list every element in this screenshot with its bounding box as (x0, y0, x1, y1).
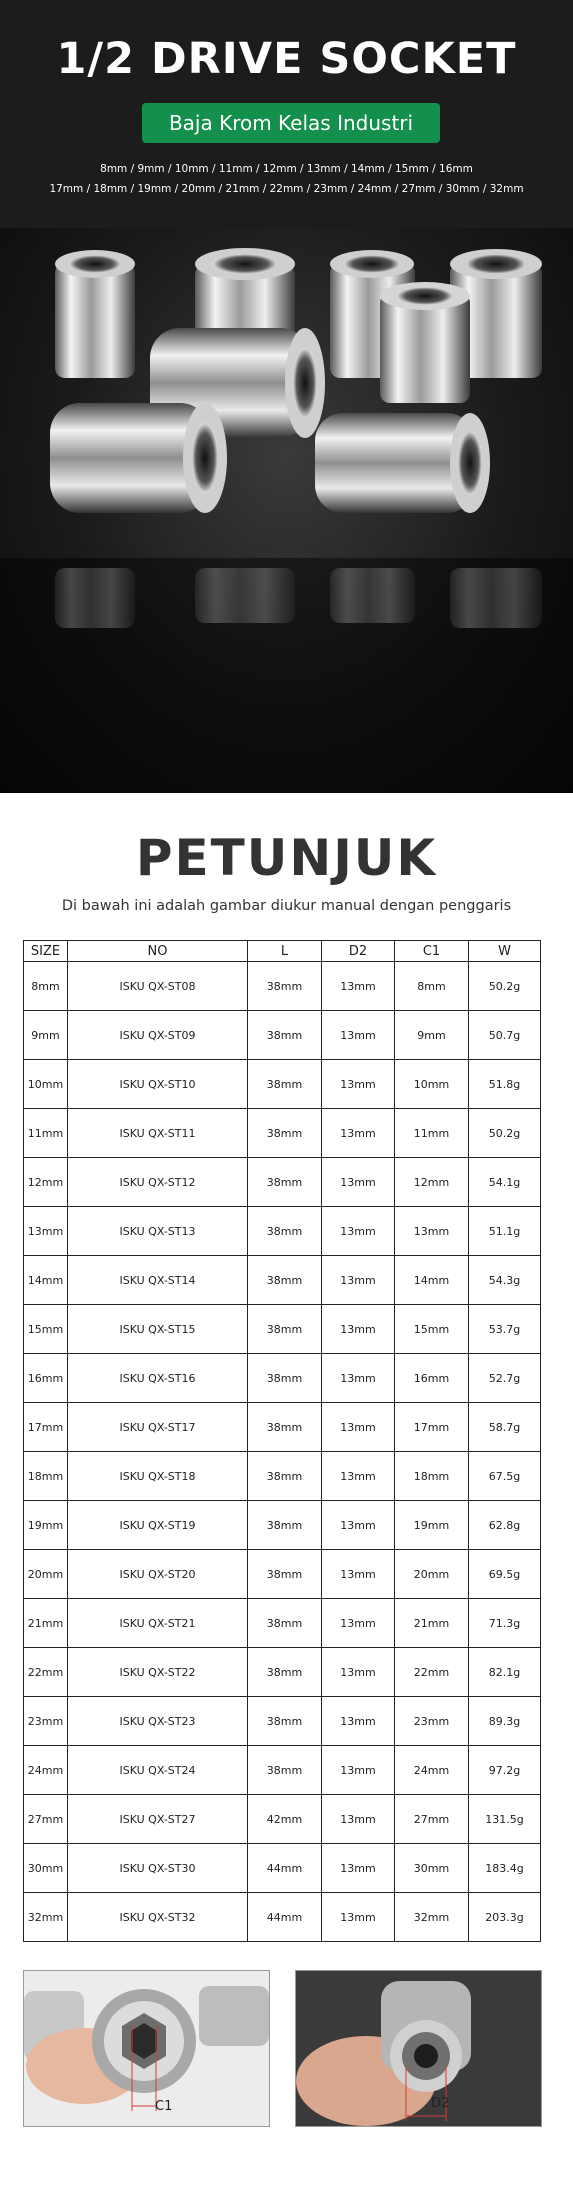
table-row (24, 1109, 541, 1158)
cell-w: 58.7g (469, 1403, 541, 1452)
cell-no: ISKU QX-ST11 (68, 1109, 248, 1158)
column-header-c1: C1 (395, 941, 469, 962)
cell-c1: 8mm (395, 962, 469, 1011)
cell-l: 38mm (248, 1354, 322, 1403)
cell-size: 22mm (24, 1648, 68, 1697)
cell-d2: 13mm (322, 1403, 395, 1452)
cell-c1: 10mm (395, 1060, 469, 1109)
cell-size: 12mm (24, 1158, 68, 1207)
cell-w: 51.8g (469, 1060, 541, 1109)
cell-l: 38mm (248, 1158, 322, 1207)
cell-size: 17mm (24, 1403, 68, 1452)
cell-l: 38mm (248, 1011, 322, 1060)
cell-c1: 23mm (395, 1697, 469, 1746)
cell-c1: 18mm (395, 1452, 469, 1501)
cell-d2: 13mm (322, 1550, 395, 1599)
cell-d2: 13mm (322, 1697, 395, 1746)
cell-d2: 13mm (322, 1158, 395, 1207)
cell-w: 54.1g (469, 1158, 541, 1207)
cell-d2: 13mm (322, 1599, 395, 1648)
cell-d2: 13mm (322, 1207, 395, 1256)
cell-size: 20mm (24, 1550, 68, 1599)
d2-illustration (296, 1971, 541, 2126)
cell-w: 50.2g (469, 1109, 541, 1158)
cell-size: 24mm (24, 1746, 68, 1795)
cell-d2: 13mm (322, 1501, 395, 1550)
cell-w: 54.3g (469, 1256, 541, 1305)
cell-l: 38mm (248, 1256, 322, 1305)
cell-c1: 19mm (395, 1501, 469, 1550)
cell-w: 52.7g (469, 1354, 541, 1403)
cell-no: ISKU QX-ST13 (68, 1207, 248, 1256)
cell-w: 53.7g (469, 1305, 541, 1354)
cell-d2: 13mm (322, 1060, 395, 1109)
table-row (24, 1599, 541, 1648)
cell-size: 18mm (24, 1452, 68, 1501)
cell-l: 44mm (248, 1893, 322, 1942)
d2-measure-photo (295, 1970, 542, 2127)
cell-l: 38mm (248, 1403, 322, 1452)
cell-no: ISKU QX-ST18 (68, 1452, 248, 1501)
cell-w: 67.5g (469, 1452, 541, 1501)
table-row (24, 1501, 541, 1550)
table-row (24, 1011, 541, 1060)
cell-no: ISKU QX-ST24 (68, 1746, 248, 1795)
cell-size: 16mm (24, 1354, 68, 1403)
table-row (24, 962, 541, 1011)
guide-title: PETUNJUK (135, 829, 438, 887)
table-row (24, 1158, 541, 1207)
cell-d2: 13mm (322, 962, 395, 1011)
cell-c1: 15mm (395, 1305, 469, 1354)
cell-no: ISKU QX-ST12 (68, 1158, 248, 1207)
cell-l: 38mm (248, 1648, 322, 1697)
cell-l: 38mm (248, 1746, 322, 1795)
cell-no: ISKU QX-ST10 (68, 1060, 248, 1109)
guide-subtitle: Di bawah ini adalah gambar diukur manual dengan penggaris (61, 898, 512, 914)
cell-d2: 13mm (322, 1746, 395, 1795)
cell-l: 38mm (248, 1060, 322, 1109)
cell-l: 38mm (248, 1207, 322, 1256)
cell-w: 62.8g (469, 1501, 541, 1550)
table-row (24, 1305, 541, 1354)
cell-no: ISKU QX-ST22 (68, 1648, 248, 1697)
cell-no: ISKU QX-ST17 (68, 1403, 248, 1452)
product-photo (0, 228, 573, 793)
table-row (24, 1893, 541, 1942)
cell-l: 38mm (248, 1305, 322, 1354)
cell-l: 38mm (248, 1697, 322, 1746)
cell-size: 32mm (24, 1893, 68, 1942)
table-row (24, 1207, 541, 1256)
table-row (24, 1256, 541, 1305)
cell-c1: 13mm (395, 1207, 469, 1256)
cell-w: 51.1g (469, 1207, 541, 1256)
cell-c1: 9mm (395, 1011, 469, 1060)
cell-c1: 14mm (395, 1256, 469, 1305)
cell-w: 82.1g (469, 1648, 541, 1697)
cell-no: ISKU QX-ST08 (68, 962, 248, 1011)
cell-no: ISKU QX-ST27 (68, 1795, 248, 1844)
cell-w: 183.4g (469, 1844, 541, 1893)
cell-c1: 27mm (395, 1795, 469, 1844)
cell-c1: 11mm (395, 1109, 469, 1158)
cell-d2: 13mm (322, 1354, 395, 1403)
c1-measure-photo (23, 1970, 270, 2127)
cell-size: 10mm (24, 1060, 68, 1109)
cell-no: ISKU QX-ST30 (68, 1844, 248, 1893)
cell-c1: 30mm (395, 1844, 469, 1893)
cell-w: 89.3g (469, 1697, 541, 1746)
cell-c1: 16mm (395, 1354, 469, 1403)
cell-c1: 17mm (395, 1403, 469, 1452)
column-header-size: SIZE (24, 941, 68, 962)
socket-5 (380, 282, 470, 403)
column-header-no: NO (68, 941, 248, 962)
c1-label: C1 (155, 2099, 173, 2114)
cell-no: ISKU QX-ST15 (68, 1305, 248, 1354)
cell-d2: 13mm (322, 1109, 395, 1158)
cell-d2: 13mm (322, 1795, 395, 1844)
cell-d2: 13mm (322, 1256, 395, 1305)
cell-w: 50.7g (469, 1011, 541, 1060)
cell-no: ISKU QX-ST20 (68, 1550, 248, 1599)
cell-l: 38mm (248, 1452, 322, 1501)
table-header-row (24, 941, 541, 962)
sockets-illustration (0, 228, 573, 793)
c1-illustration (24, 1971, 269, 2126)
socket-8 (315, 413, 490, 513)
table-row (24, 1550, 541, 1599)
cell-l: 38mm (248, 1109, 322, 1158)
table-row (24, 1354, 541, 1403)
table-row (24, 1452, 541, 1501)
cell-c1: 21mm (395, 1599, 469, 1648)
cell-l: 42mm (248, 1795, 322, 1844)
cell-d2: 13mm (322, 1452, 395, 1501)
cell-size: 13mm (24, 1207, 68, 1256)
cell-l: 38mm (248, 1501, 322, 1550)
cell-no: ISKU QX-ST21 (68, 1599, 248, 1648)
cell-size: 8mm (24, 962, 68, 1011)
cell-size: 11mm (24, 1109, 68, 1158)
cell-no: ISKU QX-ST19 (68, 1501, 248, 1550)
cell-c1: 32mm (395, 1893, 469, 1942)
product-title: 1/2 DRIVE SOCKET (56, 34, 517, 84)
cell-size: 14mm (24, 1256, 68, 1305)
cell-no: ISKU QX-ST16 (68, 1354, 248, 1403)
column-header-w: W (469, 941, 541, 962)
material-badge: Baja Krom Kelas Industri (142, 103, 440, 143)
cell-c1: 24mm (395, 1746, 469, 1795)
cell-l: 38mm (248, 1550, 322, 1599)
cell-d2: 13mm (322, 1844, 395, 1893)
cell-w: 71.3g (469, 1599, 541, 1648)
cell-c1: 12mm (395, 1158, 469, 1207)
table-row (24, 1844, 541, 1893)
d2-label: D2 (431, 2096, 450, 2111)
spec-table (23, 940, 541, 1942)
size-list-line-1: 8mm / 9mm / 10mm / 11mm / 12mm / 13mm / 14mm / 15mm / 16mm (100, 163, 473, 175)
cell-w: 69.5g (469, 1550, 541, 1599)
cell-w: 50.2g (469, 962, 541, 1011)
column-header-l: L (248, 941, 322, 962)
cell-d2: 13mm (322, 1893, 395, 1942)
table-row (24, 1795, 541, 1844)
cell-size: 19mm (24, 1501, 68, 1550)
table-row (24, 1746, 541, 1795)
cell-size: 15mm (24, 1305, 68, 1354)
cell-size: 30mm (24, 1844, 68, 1893)
table-row (24, 1060, 541, 1109)
cell-no: ISKU QX-ST32 (68, 1893, 248, 1942)
cell-w: 97.2g (469, 1746, 541, 1795)
cell-l: 44mm (248, 1844, 322, 1893)
header-banner (0, 0, 573, 228)
cell-no: ISKU QX-ST23 (68, 1697, 248, 1746)
size-list-line-2: 17mm / 18mm / 19mm / 20mm / 21mm / 22mm / 23mm / 24mm / 27mm / 30mm / 32mm (49, 183, 524, 195)
cell-size: 21mm (24, 1599, 68, 1648)
socket-7 (50, 403, 227, 513)
cell-d2: 13mm (322, 1011, 395, 1060)
table-row (24, 1403, 541, 1452)
table-row (24, 1697, 541, 1746)
cell-no: ISKU QX-ST09 (68, 1011, 248, 1060)
cell-c1: 22mm (395, 1648, 469, 1697)
socket-1 (55, 250, 135, 378)
cell-no: ISKU QX-ST14 (68, 1256, 248, 1305)
cell-size: 9mm (24, 1011, 68, 1060)
cell-w: 203.3g (469, 1893, 541, 1942)
column-header-d2: D2 (322, 941, 395, 962)
cell-size: 27mm (24, 1795, 68, 1844)
cell-l: 38mm (248, 1599, 322, 1648)
cell-size: 23mm (24, 1697, 68, 1746)
cell-c1: 20mm (395, 1550, 469, 1599)
table-row (24, 1648, 541, 1697)
cell-d2: 13mm (322, 1305, 395, 1354)
cell-l: 38mm (248, 962, 322, 1011)
cell-w: 131.5g (469, 1795, 541, 1844)
cell-d2: 13mm (322, 1648, 395, 1697)
